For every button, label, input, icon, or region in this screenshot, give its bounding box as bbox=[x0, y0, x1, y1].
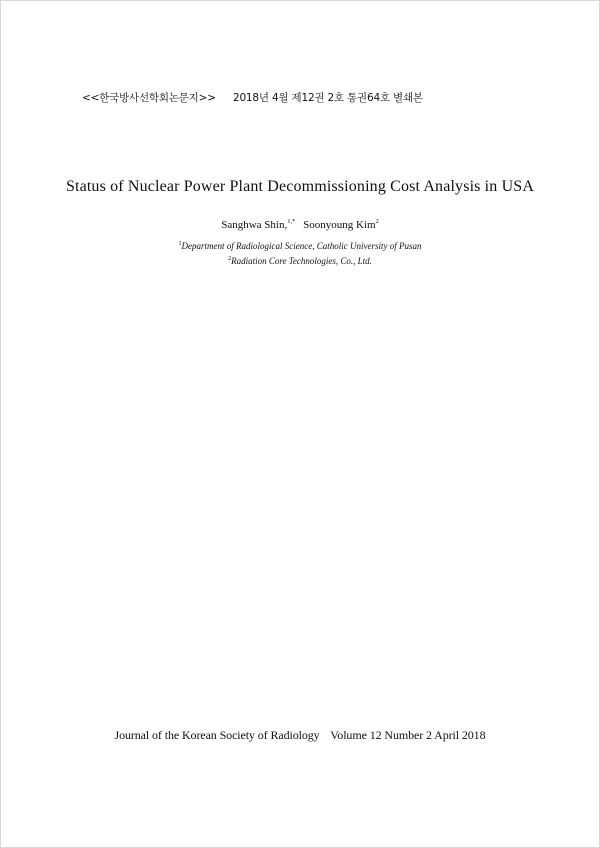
affiliation-2 bbox=[0, 253, 600, 268]
journal-tag: <<한국방사선학회논문지>> bbox=[82, 92, 216, 104]
affiliation-2-mark: 2 bbox=[228, 256, 232, 262]
author-2-name: Soonyoung Kim bbox=[303, 219, 376, 231]
footer-volume-info: Volume 12 Number 2 April 2018 bbox=[330, 728, 486, 742]
author-2 bbox=[303, 219, 379, 231]
affiliation-list bbox=[0, 238, 600, 268]
author-2-marks: 2 bbox=[375, 218, 379, 225]
affiliation-1-mark: 1 bbox=[178, 241, 182, 247]
journal-footer bbox=[0, 728, 600, 743]
author-list bbox=[0, 218, 600, 231]
issue-info: 2018년 4월 제12권 2호 통권64호 별쇄본 bbox=[232, 92, 423, 104]
reprint-header bbox=[82, 90, 423, 105]
paper-title: Status of Nuclear Power Plant Decommissioning Cost Analysis in USA bbox=[65, 178, 535, 195]
affiliation-1 bbox=[0, 238, 600, 253]
author-1-name: Sanghwa Shin, bbox=[221, 219, 288, 231]
affiliation-2-text: Radiation Core Technologies, Co., Ltd. bbox=[231, 256, 372, 266]
affiliation-1-text: Department of Radiological Science, Catholic University of Pusan bbox=[181, 241, 422, 251]
author-1-marks: 1,* bbox=[287, 218, 296, 225]
footer-journal-name: Journal of the Korean Society of Radiology bbox=[114, 728, 320, 742]
author-1 bbox=[221, 219, 295, 231]
